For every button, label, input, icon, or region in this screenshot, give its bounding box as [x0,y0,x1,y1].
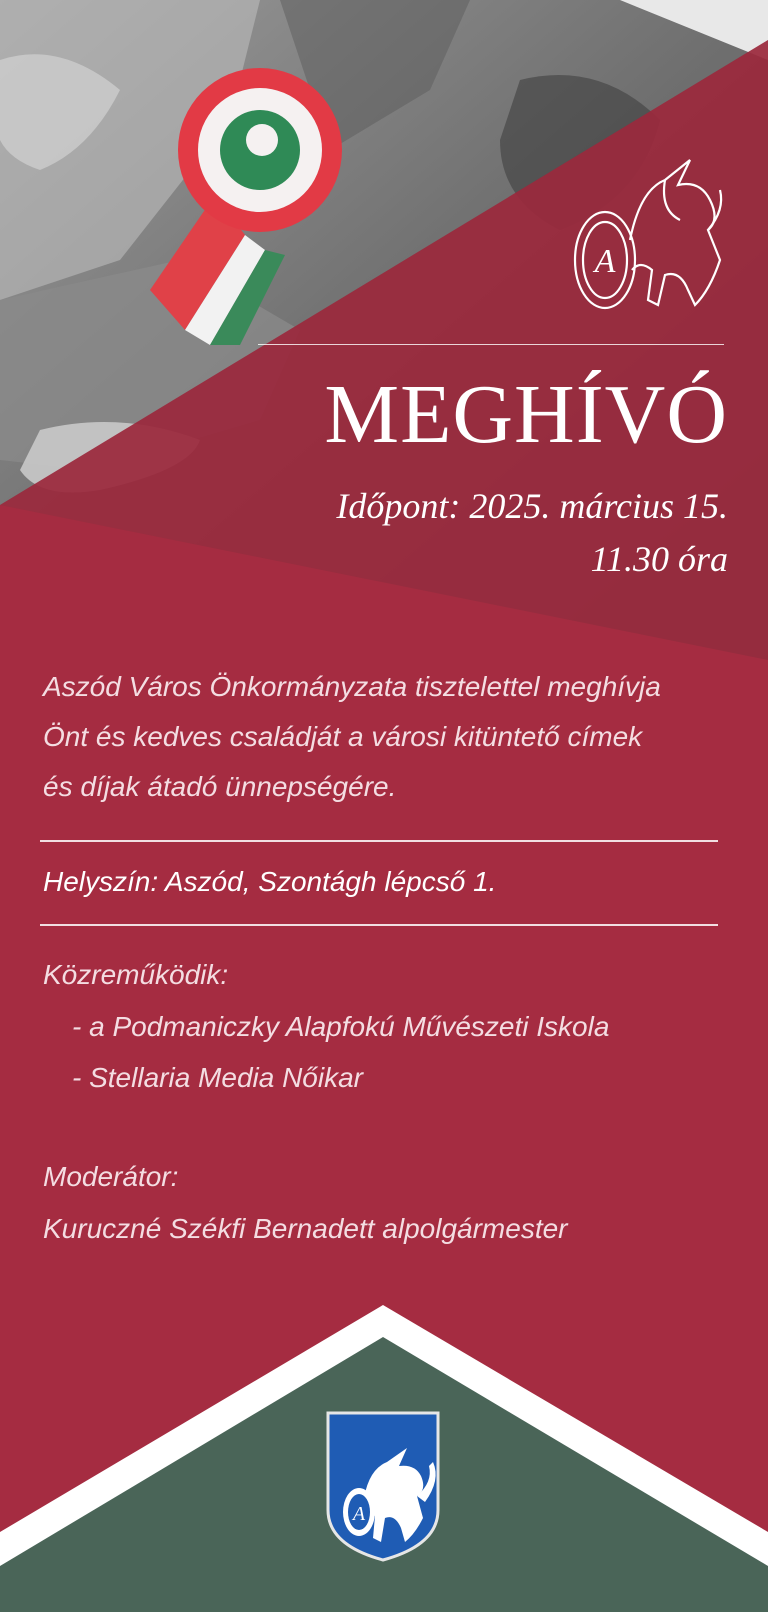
invitation-text-line: Aszód Város Önkormányzata tisztelettel meghívja [43,671,661,702]
moderator-label: Moderátor: [43,1161,179,1192]
contributor-item: - a Podmaniczky Alapfokú Művészeti Iskola [72,1011,610,1042]
contributors-label: Közreműködik: [43,959,229,990]
event-date: Időpont: 2025. március 15. [336,486,728,526]
event-time: 11.30 óra [590,539,728,579]
svg-text:A: A [594,243,616,280]
invitation-text [43,662,743,812]
title-divider [258,344,724,345]
event-location: Helyszín: Aszód, Szontágh lépcső 1. [43,866,497,897]
invitation-text-line: Önt és kedves családját a városi kitüntető címek [43,721,643,752]
moderator-name: Kuruczné Székfi Bernadett alpolgármester [43,1213,568,1244]
contributor-item: - Stellaria Media Nőikar [72,1062,363,1093]
unicorn-shield-icon [325,1410,441,1562]
divider [40,924,718,926]
svg-text:A: A [352,1503,366,1525]
page-title: MEGHÍVÓ [324,368,728,461]
invitation-text-line: és díjak átadó ünnepségére. [43,771,397,802]
divider [40,840,718,842]
unicorn-monogram-icon [570,150,730,320]
